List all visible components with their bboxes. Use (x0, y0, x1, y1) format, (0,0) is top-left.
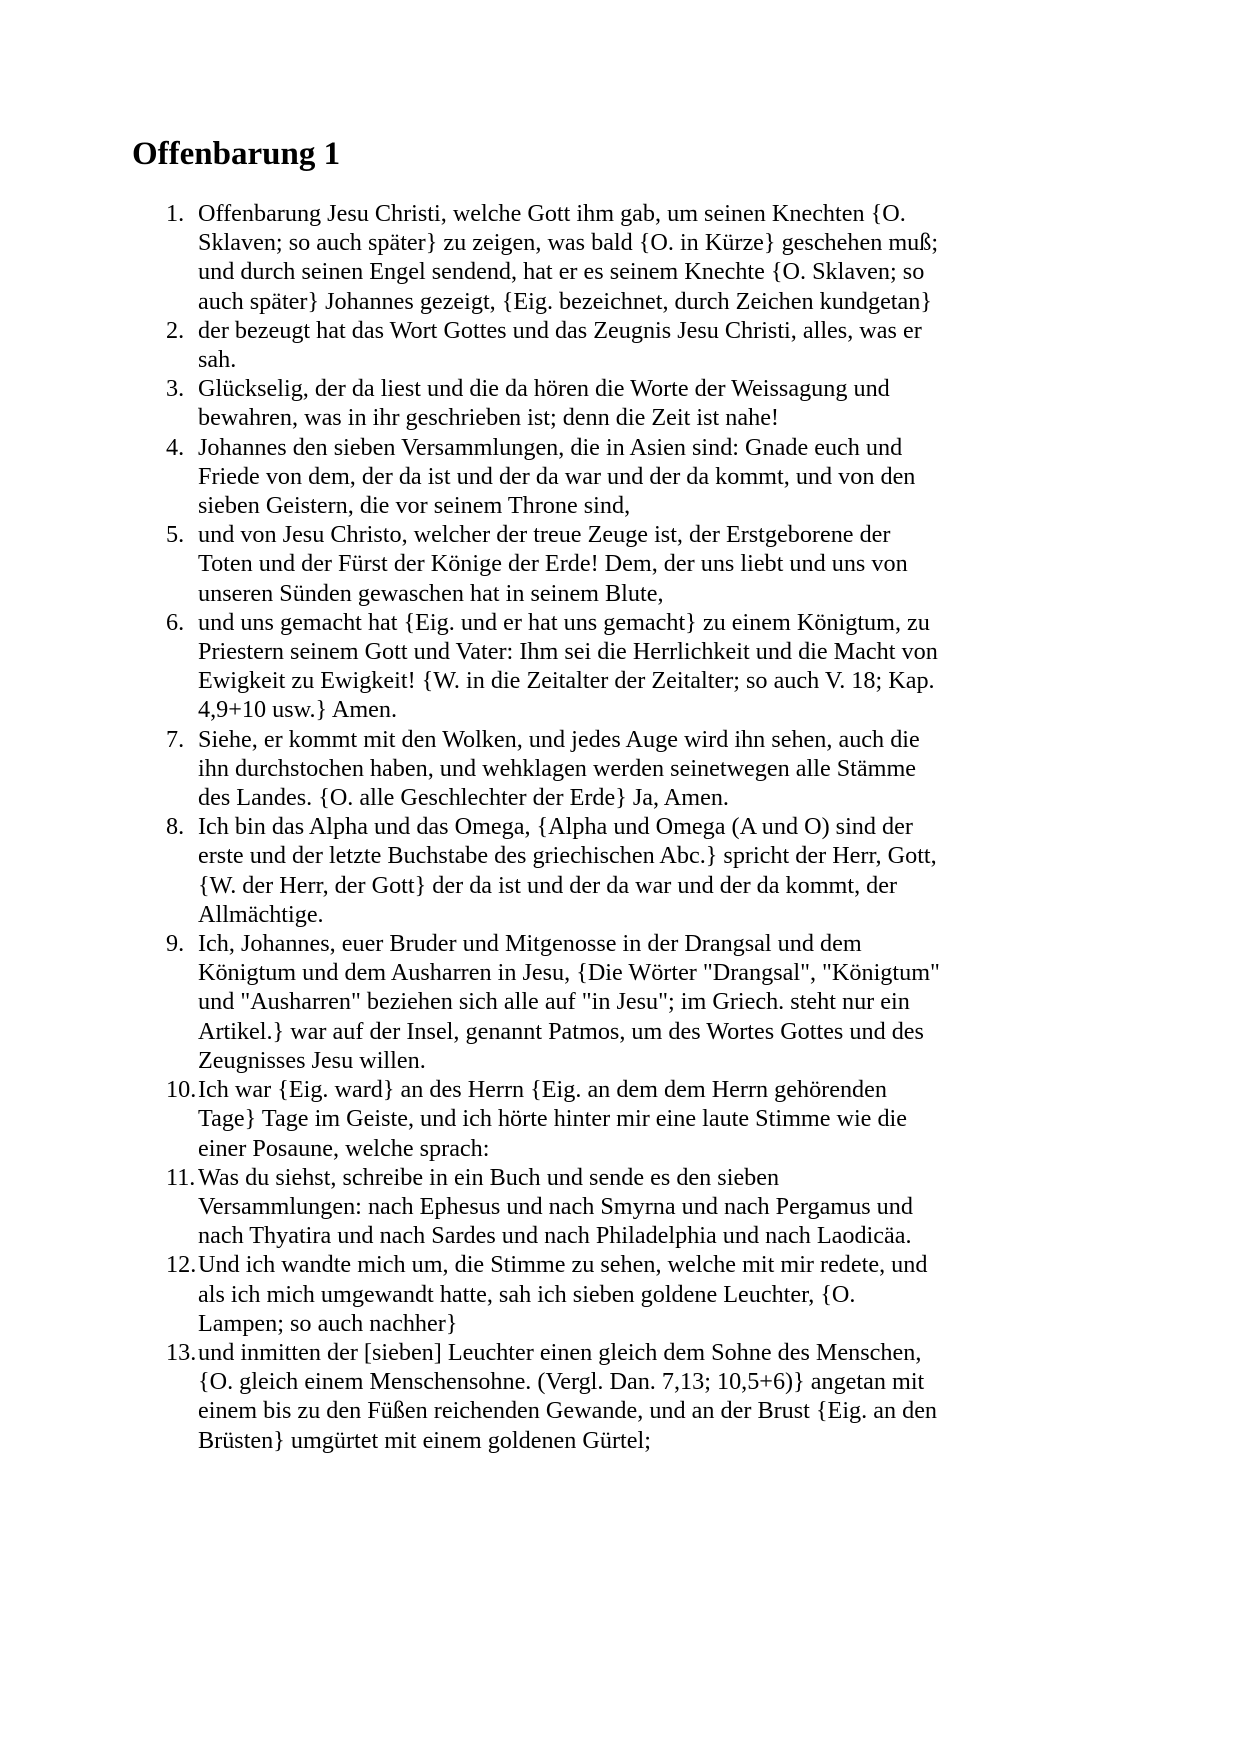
verse-line: auch später} Johannes gezeigt, {Eig. bezeichnet, durch Zeichen kundgetan} (198, 287, 932, 315)
verse-item (150, 199, 1090, 316)
verse-text (198, 433, 1090, 521)
verse-line: Siehe, er kommt mit den Wolken, und jedes Auge wird ihn sehen, auch die (198, 725, 920, 753)
verse-line: Versammlungen: nach Ephesus und nach Smyrna und nach Pergamus und (198, 1192, 913, 1220)
verse-item (150, 1250, 1090, 1338)
verse-number: 2. (166, 316, 185, 344)
verse-text (198, 812, 1090, 929)
verse-line: Friede von dem, der da ist und der da war und der da kommt, und von den (198, 462, 916, 490)
verse-item (150, 929, 1090, 1075)
verse-number: 3. (166, 375, 185, 403)
verse-line: Ich war {Eig. ward} an des Herrn {Eig. an dem dem Herrn gehörenden (198, 1076, 887, 1104)
verse-line: ihn durchstochen haben, und wehklagen werden seinetwegen alle Stämme (198, 754, 916, 782)
verse-line: Lampen; so auch nachher} (198, 1309, 458, 1337)
verse-line: Ich bin das Alpha und das Omega, {Alpha und Omega (A und O) sind der (198, 813, 913, 841)
verse-line: einem bis zu den Füßen reichenden Gewande, und an der Brust {Eig. an den (198, 1397, 938, 1425)
verse-line: Priestern seinem Gott und Vater: Ihm sei die Herrlichkeit und die Macht von (198, 638, 938, 666)
verse-number: 7. (166, 725, 185, 753)
verse-line: Ewigkeit zu Ewigkeit! {W. in die Zeitalter der Zeitalter; so auch V. 18; Kap. (198, 667, 935, 695)
verse-number: 13. (166, 1338, 197, 1366)
verse-line: Artikel.} war auf der Insel, genannt Patmos, um des Wortes Gottes und des (198, 1017, 924, 1045)
verse-line: Offenbarung Jesu Christi, welche Gott ihm gab, um seinen Knechten {O. (198, 200, 906, 227)
verse-text (198, 608, 1090, 725)
verse-line: 4,9+10 usw.} Amen. (198, 696, 398, 724)
verse-line: {W. der Herr, der Gott} der da ist und der da war und der da kommt, der (198, 871, 898, 899)
verse-line: und durch seinen Engel sendend, hat er es seinem Knechte {O. Sklaven; so (198, 258, 925, 286)
verse-line: nach Thyatira und nach Sardes und nach Philadelphia und nach Laodicäa. (198, 1222, 912, 1250)
verse-text (198, 316, 1090, 374)
verse-line: Königtum und dem Ausharren in Jesu, {Die Wörter "Drangsal", "Königtum" (198, 959, 940, 987)
verse-line: sieben Geistern, die vor seinem Throne sind, (198, 492, 631, 520)
verse-text (198, 199, 1090, 316)
verse-text (198, 929, 1090, 1075)
verse-number: 1. (166, 200, 185, 227)
verse-number: 9. (166, 930, 185, 958)
verse-line: {O. gleich einem Menschensohne. (Vergl. Dan. 7,13; 10,5+6)} angetan mit (198, 1368, 925, 1396)
verse-line: Brüsten} umgürtet mit einem goldenen Gürtel; (198, 1426, 651, 1454)
verse-line: Glückselig, der da liest und die da hören die Worte der Weissagung und (198, 375, 890, 403)
verse-line: und "Ausharren" beziehen sich alle auf "in Jesu"; im Griech. steht nur ein (198, 988, 910, 1016)
verse-item (150, 608, 1090, 725)
verse-line: sah. (198, 346, 237, 374)
verse-text (198, 1075, 1090, 1163)
verse-item (150, 1163, 1090, 1251)
verse-line: und inmitten der [sieben] Leuchter einen gleich dem Sohne des Menschen, (198, 1338, 922, 1366)
verse-line: Zeugnisses Jesu willen. (198, 1046, 426, 1074)
verse-item (150, 433, 1090, 521)
verse-item (150, 374, 1090, 432)
verse-item (150, 725, 1090, 813)
verse-number: 12. (166, 1251, 197, 1279)
verse-item (150, 520, 1090, 608)
verse-line: Tage} Tage im Geiste, und ich hörte hinter mir eine laute Stimme wie die (198, 1105, 908, 1133)
verse-text (198, 1250, 1090, 1338)
verse-line: einer Posaune, welche sprach: (198, 1134, 490, 1162)
verse-line: Ich, Johannes, euer Bruder und Mitgenosse in der Drangsal und dem (198, 930, 862, 958)
verse-line: Sklaven; so auch später} zu zeigen, was bald {O. in Kürze} geschehen muß; (198, 229, 939, 257)
verse-text (198, 520, 1090, 608)
verse-line: Johannes den sieben Versammlungen, die in Asien sind: Gnade euch und (198, 433, 903, 461)
verse-line: erste und der letzte Buchstabe des griechischen Abc.} spricht der Herr, Gott, (198, 842, 937, 870)
verse-line: als ich mich umgewandt hatte, sah ich sieben goldene Leuchter, {O. (198, 1280, 856, 1308)
verse-list (150, 199, 1090, 1455)
page-title: Offenbarung 1 (132, 136, 341, 172)
verse-text (198, 725, 1090, 813)
verse-line: Toten und der Fürst der Könige der Erde! Dem, der uns liebt und uns von (198, 550, 908, 578)
verse-item (150, 1338, 1090, 1455)
verse-line: bewahren, was in ihr geschrieben ist; denn die Zeit ist nahe! (198, 404, 779, 432)
verse-line: Allmächtige. (198, 900, 324, 928)
verse-line: und uns gemacht hat {Eig. und er hat uns gemacht} zu einem Königtum, zu (198, 608, 930, 636)
verse-number: 6. (166, 608, 185, 636)
verse-number: 4. (166, 433, 185, 461)
verse-item (150, 812, 1090, 929)
verse-line: der bezeugt hat das Wort Gottes und das Zeugnis Jesu Christi, alles, was er (198, 316, 922, 344)
verse-line: Was du siehst, schreibe in ein Buch und sende es den sieben (198, 1163, 780, 1191)
verse-number: 11. (166, 1163, 196, 1191)
verse-number: 5. (166, 521, 185, 549)
verse-text (198, 1163, 1090, 1251)
verse-line: und von Jesu Christo, welcher der treue Zeuge ist, der Erstgeborene der (198, 521, 891, 549)
verse-line: Und ich wandte mich um, die Stimme zu sehen, welche mit mir redete, und (198, 1251, 928, 1279)
verse-number: 10. (166, 1076, 197, 1104)
verse-text (198, 374, 1090, 432)
verse-line: des Landes. {O. alle Geschlechter der Erde} Ja, Amen. (198, 784, 729, 812)
verse-item (150, 1075, 1090, 1163)
verse-text (198, 1338, 1090, 1455)
verse-line: unseren Sünden gewaschen hat in seinem Blute, (198, 579, 664, 607)
verse-number: 8. (166, 813, 185, 841)
verse-item (150, 316, 1090, 374)
